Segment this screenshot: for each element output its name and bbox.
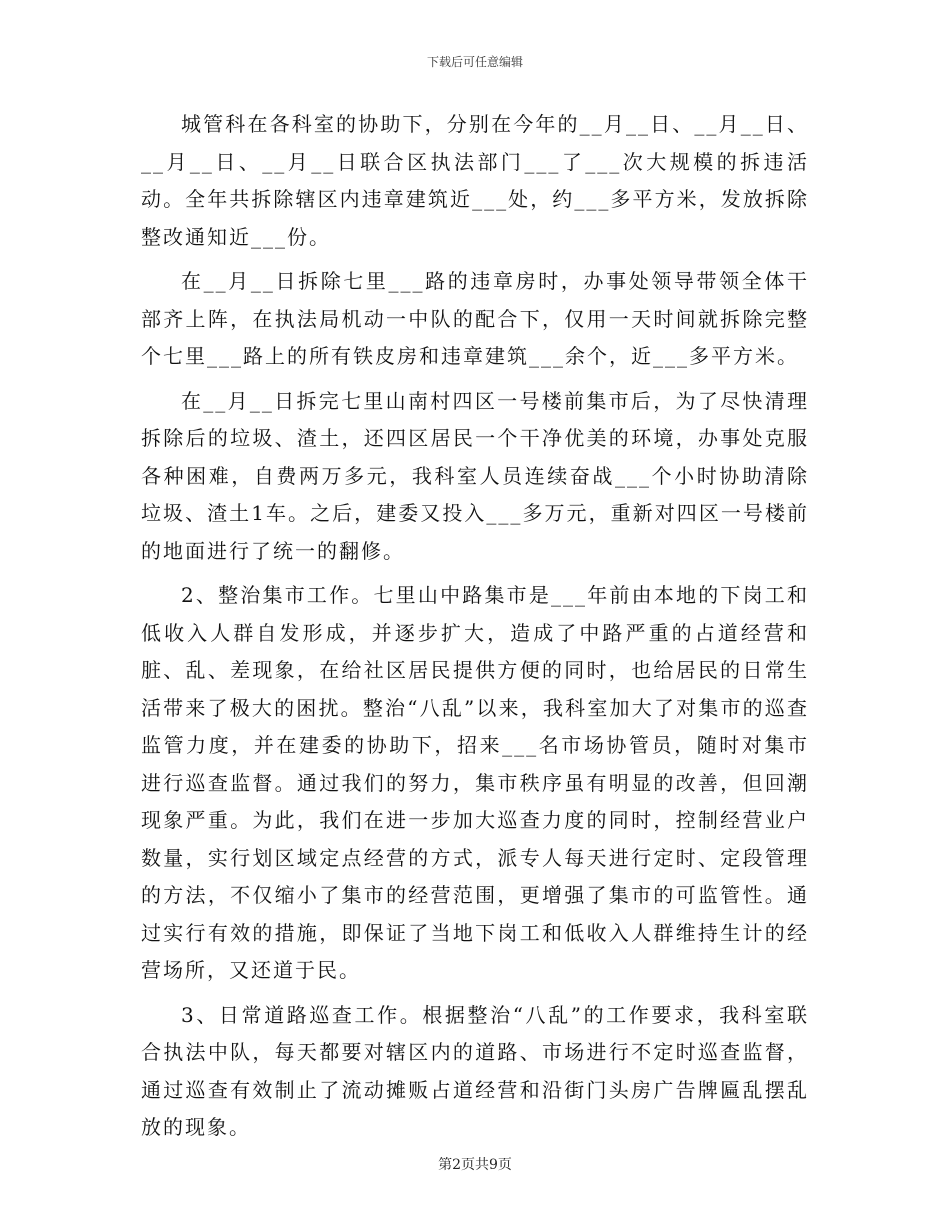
document-body bbox=[141, 106, 809, 1154]
paragraph-demolition-summary: 城管科在各科室的协助下，分别在今年的__月__日、__月__日、__月__日、__月__日联合区执法部门___了___次大规模的拆违活动。全年共拆除辖区内违章建筑近___处，约___多平方米，发放拆除整改通知近___份。 bbox=[141, 112, 809, 249]
page-number: 第2页共9页 bbox=[438, 1157, 512, 1173]
paragraph-market-rectification: 2、整治集市工作。七里山中路集市是___年前由本地的下岗工和低收入人群自发形成，并逐步扩大，造成了中路严重的占道经营和脏、乱、差现象，在给社区居民提供方便的同时，也给居民的日常生活带来了极大的困扰。整治“八乱”以来，我科室加大了对集市的巡查监管力度，并在建委的协助下，招来___名市场协管员，随时对集市进行巡查监督。通过我们的努力，集市秩序虽有明显的改善，但回潮现象严重。为此，我们在进一步加大巡查力度的同时，控制经营业户数量，实行划区域定点经营的方式，派专人每天进行定时、定段管理的方法，不仅缩小了集市的经营范围，更增强了集市的可监管性。通过实行有效的措施，即保证了当地下岗工和低收入人群维持生计的经营场所，又还道于民。 bbox=[141, 583, 809, 982]
paragraph-qili-road-demolition: 在__月__日拆除七里___路的违章房时，办事处领导带领全体干部齐上阵，在执法局机动一中队的配合下，仅用一天时间就拆除完整个七里___路上的所有铁皮房和违章建筑___余个，近___多平方米。 bbox=[141, 269, 809, 368]
paragraph-road-patrol: 3、日常道路巡查工作。根据整治“八乱”的工作要求，我科室联合执法中队，每天都要对辖区内的道路、市场进行不定时巡查监督，通过巡查有效制止了流动摊贩占道经营和沿街门头房广告牌匾乱摆乱放的现象。 bbox=[141, 1002, 809, 1139]
paragraph-nancun-cleanup: 在__月__日拆完七里山南村四区一号楼前集市后，为了尽快清理拆除后的垃圾、渣土，还四区居民一个干净优美的环境，办事处克服各种困难，自费两万多元，我科室人员连续奋战___个小时协助清除垃圾、渣土1车。之后，建委又投入___多万元，重新对四区一号楼前的地面进行了统一的翻修。 bbox=[141, 388, 809, 563]
page-header: 下载后可任意编辑 bbox=[426, 55, 523, 69]
